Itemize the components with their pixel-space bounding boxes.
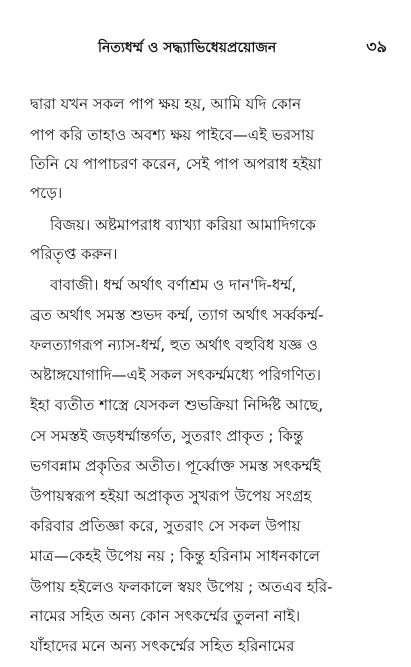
page-number: ৩৯ <box>366 37 387 56</box>
text-line: ইহা ব্যতীত শাস্ত্রে যেসকল শুভক্রিয়া নির্দ্দিষ্ট আছে, <box>30 396 324 414</box>
text-line: যাঁহাদের মনে অন্য সৎকর্ম্মের সহিত হরিনামের <box>30 637 295 655</box>
running-header-title: নিত্যধর্ম্ম ও সদ্ধ্যাভিধেয়প্রয়োজন <box>98 40 277 56</box>
text-line: নামের সহিত অন্য কোন সৎকর্ম্মের তুলনা নাই। <box>30 607 301 625</box>
text-line: বিজয়। অষ্টমাপরাধ ব্যাখ্যা করিয়া আমাদিগকে <box>50 216 316 234</box>
text-line: পাপ করি তাহাও অবশ্য ক্ষয় পাইবে—এই ভরসায় <box>30 126 315 144</box>
text-line: উপায় হইলেও ফলকালে স্বয়ং উপেয় ; অতএব হরি- <box>30 578 333 596</box>
text-line: বাবাজী। ধর্ম্ম অর্থাৎ বর্ণাশ্রম ও দান'দি-ধর্ম্ম, <box>50 276 297 294</box>
text-line: ভগবন্নাম প্রকৃতির অতীত। পূর্ব্বোক্ত সমস্ত সৎকর্ম্মই <box>30 457 321 475</box>
text-line: ব্রত অর্থাৎ সমস্ত শুভদ কর্ম্ম, ত্যাগ অর্থাৎ সর্ব্বকর্ম্ম- <box>30 306 324 324</box>
text-line: মাত্র—কেহই উপেয় নয় ; কিন্তু হরিনাম সাধনকালে <box>30 547 320 565</box>
text-line: সে সমস্তই জড়ধর্ম্মান্তর্গত, সুতরাং প্রাকৃত ; কিন্তু <box>30 427 304 445</box>
text-line: পড়ে। <box>30 184 63 202</box>
text-line: উপায়স্বরূপ হইয়া অপ্রাকৃত সুখরূপ উপেয় সংগ্রহ <box>30 487 312 505</box>
text-line: পরিতৃপ্ত করুন। <box>30 245 118 263</box>
text-line: অষ্টাঙ্গযোগাদি—এই সকল সৎকর্ম্মমধ্যে পরিগণিত। <box>30 366 321 384</box>
text-line: দ্বারা যখন সকল পাপ ক্ষয় হয়, আমি যদি কোন <box>30 95 302 113</box>
text-line: তিনি যে পাপাচরণ করেন, সেই পাপ অপরাধ হইয়া <box>30 155 322 173</box>
text-line: ফলত্যাগরূপ ন্যাস-ধর্ম্ম, হুত অর্থাৎ বহুবিধ যজ্ঞ ও <box>30 336 318 354</box>
text-line: করিবার প্রতিজ্ঞা করে, সুতরাং সে সকল উপায় <box>30 517 301 535</box>
